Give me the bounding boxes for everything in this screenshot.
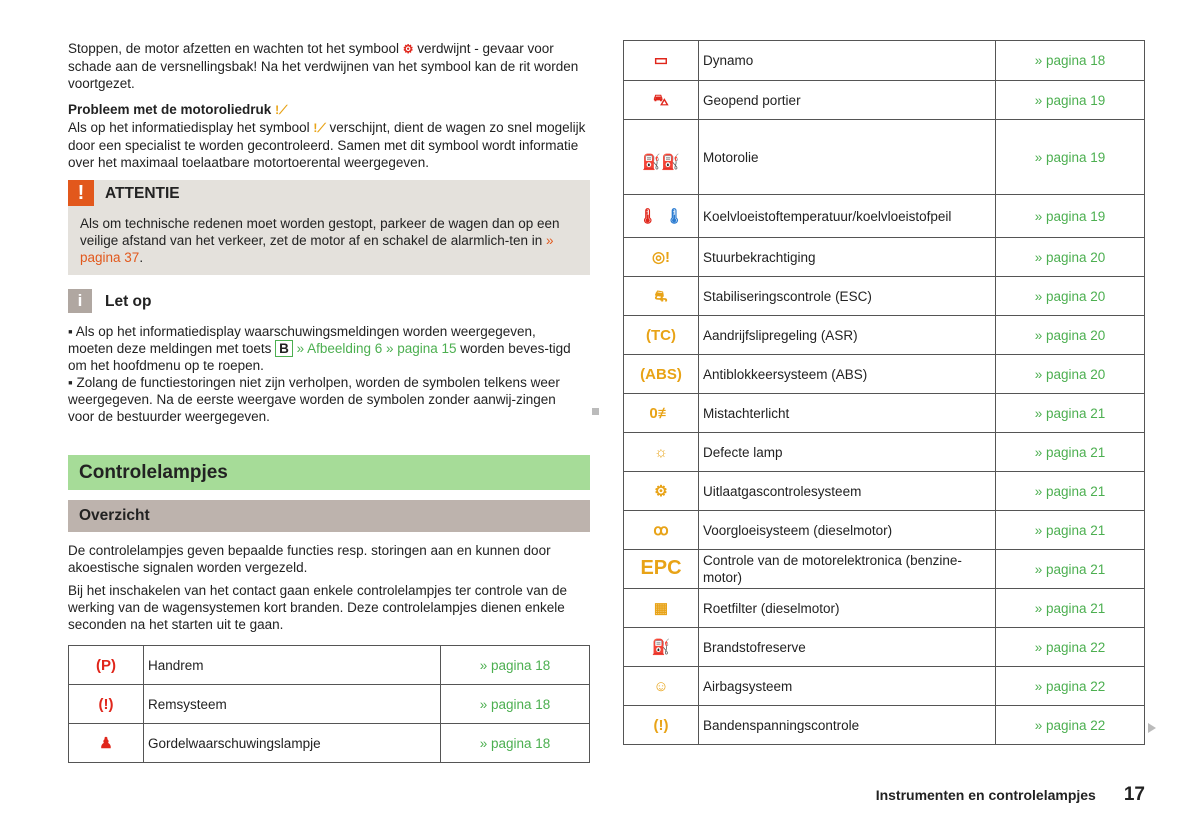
section-title: Controlelampjes (68, 455, 590, 490)
section-subtitle: Overzicht (68, 500, 590, 532)
page-link[interactable]: » pagina 21 (996, 433, 1145, 472)
door-open-icon: ⛍ (653, 91, 669, 109)
text: Als op het informatiedisplay het symbool (68, 120, 314, 135)
lamp-label: Brandstofreserve (699, 628, 996, 667)
attentie-box (68, 180, 590, 275)
page-link[interactable]: » pagina 20 (996, 238, 1145, 277)
table-row (624, 550, 1145, 589)
text: Stoppen, de motor afzetten en wachten tot het symbool (68, 41, 403, 56)
figure-link[interactable]: » Afbeelding 6 » pagina 15 (296, 341, 457, 356)
text: . (139, 250, 144, 265)
gearbox-warning-icon: ⚙ (402, 42, 414, 56)
page-link[interactable]: » pagina 22 (996, 667, 1145, 706)
page-link[interactable]: » pagina 20 (996, 316, 1145, 355)
oil-pressure-icon: !⟋ (313, 121, 326, 135)
letop-bullet: ▪ Als op het informatiedisplay waarschuwingsmeldingen worden weergegeven, moeten deze meldingen met toets B » Afbeelding 6 » pagina 15 worden beves-tigd om het hoofdmenu op te roepen. (68, 324, 571, 373)
rear-fog-icon: 0≢ (649, 404, 673, 422)
left-lamp-table (68, 645, 590, 763)
lamp-label: Antiblokkeersysteem (ABS) (699, 355, 996, 394)
table-row (624, 355, 1145, 394)
lamp-label: Koelvloeistoftemperatuur/koelvloeistofpeil (699, 195, 996, 238)
page-link[interactable]: » pagina 21 (996, 472, 1145, 511)
tyre-pressure-icon: (!) (653, 716, 669, 734)
intro-paragraph (68, 40, 590, 92)
text: verdwijnt - gevaar voor schade aan de versnellingsbak! Na het verdwijnen van het symbool kan de rit worden voortgezet. (68, 41, 579, 91)
left-column (68, 40, 590, 763)
glow-plug-icon: ꝏ (653, 521, 669, 539)
table-row (624, 433, 1145, 472)
key-b: B (275, 340, 293, 357)
table-row (624, 41, 1145, 81)
table-row (624, 589, 1145, 628)
page-link[interactable]: » pagina 22 (996, 706, 1145, 745)
lamp-label: Voorgloeisysteem (dieselmotor) (699, 511, 996, 550)
lamp-label: Dynamo (699, 41, 996, 81)
text: Als op het informatiedisplay waarschuwingsmeldingen worden weergegeven, moeten deze meldingen met toets (68, 324, 536, 356)
lamp-label: Geopend portier (699, 81, 996, 120)
table-row (624, 120, 1145, 195)
particle-filter-icon: ▦ (653, 599, 669, 617)
lamp-label: Mistachterlicht (699, 394, 996, 433)
footer-chapter: Instrumenten en controlelampjes (875, 787, 1096, 803)
page-link[interactable]: » pagina 18 (441, 646, 590, 685)
oil-pressure-section (68, 101, 590, 171)
table-row (69, 724, 590, 763)
letop-header (68, 289, 590, 313)
defect-lamp-icon: ☼ (654, 443, 668, 461)
page-link[interactable]: » pagina 19 (996, 195, 1145, 238)
page-link[interactable]: » pagina 21 (996, 550, 1145, 589)
page-link[interactable]: » pagina 20 (996, 277, 1145, 316)
page-link[interactable]: » pagina 18 (996, 41, 1145, 81)
lamp-label: Remsysteem (144, 685, 441, 724)
table-row (624, 394, 1145, 433)
esc-icon: ⛐ (654, 287, 668, 305)
lamp-label: Gordelwaarschuwingslampje (144, 724, 441, 763)
paragraph: De controlelampjes geven bepaalde functies resp. storingen aan en kunnen door akoestische signalen worden vergezeld. (68, 543, 551, 575)
text: Zolang de functiestoringen niet zijn verholpen, worden de symbolen telkens weer weergegeven. Na de eerste weergave worden de symbolen zonder aanwij-zingen voor de bestuurder weergegeven. (68, 375, 560, 424)
oil-pressure-heading: Probleem met de motoroliedruk (68, 102, 272, 117)
page-link[interactable]: » pagina 21 (996, 394, 1145, 433)
lamp-label: Stuurbekrachtiging (699, 238, 996, 277)
table-row (624, 316, 1145, 355)
lamp-label: Stabiliseringscontrole (ESC) (699, 277, 996, 316)
steering-icon: ◎! (651, 248, 671, 266)
table-row (624, 195, 1145, 238)
letop-list (68, 323, 580, 425)
paragraph: Bij het inschakelen van het contact gaan enkele controlelampjes ter controle van de werking van de wagensystemen kort branden. Deze controlelampjes dienen enkele seconden na het starten uit te gaan. (68, 583, 568, 632)
lamp-label: Bandenspanningscontrole (699, 706, 996, 745)
lamp-label: Defecte lamp (699, 433, 996, 472)
page-link[interactable]: » pagina 19 (996, 120, 1145, 195)
page-link[interactable]: » pagina 18 (441, 685, 590, 724)
seatbelt-icon: ♟ (99, 734, 113, 752)
lamp-label: Aandrijfslipregeling (ASR) (699, 316, 996, 355)
page-link[interactable]: » pagina 21 (996, 589, 1145, 628)
warning-icon: ! (68, 180, 94, 206)
text: worden beves-tigd om het hoofdmenu op te roepen. (68, 341, 571, 373)
page-link[interactable]: » pagina 20 (996, 355, 1145, 394)
page-number: 17 (1123, 784, 1145, 805)
lamp-label: Controle van de motorelektronica (benzine-motor) (699, 550, 996, 589)
table-row (624, 277, 1145, 316)
oil-pressure-icon: !⟋ (275, 103, 288, 117)
attentie-link[interactable]: » pagina 37 (80, 233, 554, 265)
abs-icon: (ABS) (640, 365, 682, 383)
engine-icon: ⚙ (654, 482, 668, 500)
page-link[interactable]: » pagina 22 (996, 628, 1145, 667)
attentie-title: ATTENTIE (105, 184, 180, 202)
info-icon: i (68, 289, 92, 313)
battery-icon: ▭ (653, 52, 669, 69)
footer (876, 786, 1145, 804)
lamp-label: Airbagsysteem (699, 667, 996, 706)
table-row (624, 628, 1145, 667)
lamp-label: Handrem (144, 646, 441, 685)
end-marker (592, 408, 599, 415)
parking-brake-icon: (P) (96, 656, 116, 674)
letop-title: Let op (105, 292, 152, 310)
attentie-text: Als om technische redenen moet worden gestopt, parkeer de wagen dan op een veilige afstand van het verkeer, zet de motor af en schakel de alarmlich-ten in (80, 216, 560, 248)
table-row (624, 238, 1145, 277)
page-link[interactable]: » pagina 21 (996, 511, 1145, 550)
lamp-label: Motorolie (699, 120, 996, 195)
table-row (624, 81, 1145, 120)
asr-icon: (TC) (646, 326, 676, 344)
lamp-label: Roetfilter (dieselmotor) (699, 589, 996, 628)
oil-can-amber-icon: ⛽ (661, 153, 680, 171)
table-row (624, 667, 1145, 706)
letop-bullet: ▪ Zolang de functiestoringen niet zijn verholpen, worden de symbolen telkens weer weergegeven. Na de eerste weergave worden de symbolen zonder aanwij-zingen voor de bestuurder weergegeven. (68, 375, 560, 424)
table-row (624, 472, 1145, 511)
table-row (69, 685, 590, 724)
table-row (69, 646, 590, 685)
page-link[interactable]: » pagina 19 (996, 81, 1145, 120)
table-row (624, 511, 1145, 550)
coolant-temperature-icon: 🌡 (638, 207, 658, 225)
oil-can-icon: ⛽ (642, 153, 661, 171)
text: verschijnt, dient de wagen zo snel mogelijk door een specialist te worden gecontroleerd. Samen met dit symbool wordt informatie over het maximaal toelaatbare motortoerental weergegeven. (68, 120, 586, 170)
right-lamp-table (623, 40, 1145, 745)
page-link[interactable]: » pagina 18 (441, 724, 590, 763)
lamp-label: Uitlaatgascontrolesysteem (699, 472, 996, 511)
fuel-icon: ⛽ (651, 638, 671, 656)
coolant-level-icon: 🌡 (664, 207, 684, 225)
brake-system-icon: (!) (98, 695, 114, 713)
section-text (68, 542, 590, 633)
epc-icon: EPC (640, 557, 682, 579)
airbag-icon: ☺ (653, 677, 669, 695)
table-row (624, 706, 1145, 745)
continue-arrow-icon (1148, 723, 1156, 733)
